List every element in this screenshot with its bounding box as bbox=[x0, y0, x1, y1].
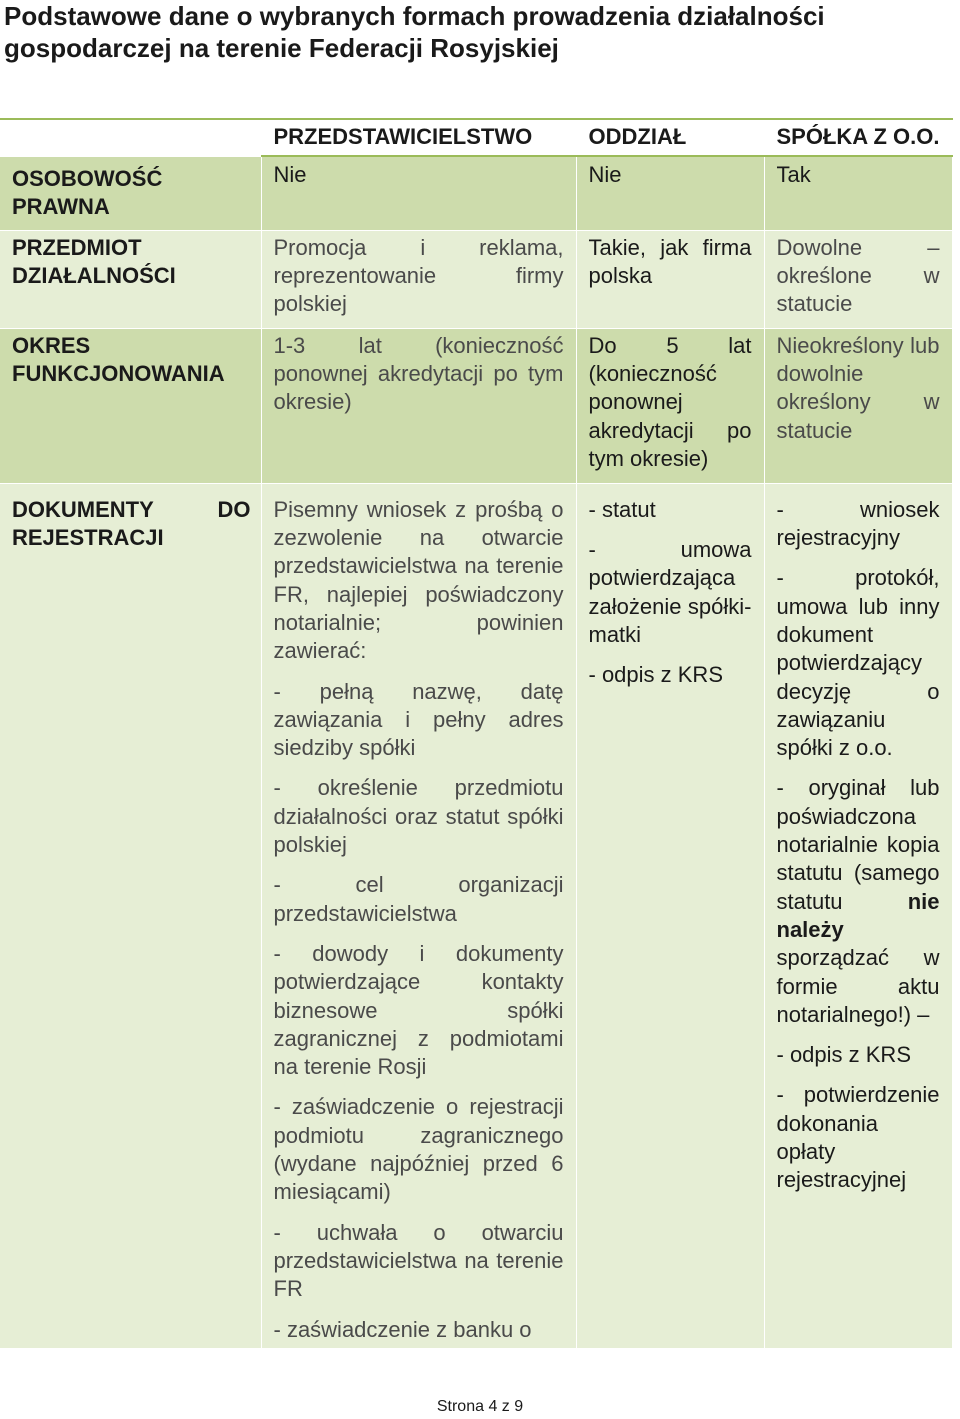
table-row bbox=[0, 156, 952, 230]
table-row bbox=[0, 328, 952, 483]
cell-spolka: Nieokreślony lub dowolnie określony w statucie bbox=[764, 328, 952, 483]
cell-spolka-docs bbox=[764, 483, 952, 1348]
cell-oddzial: Do 5 lat (konieczność ponownej akredytacji po tym okresie) bbox=[576, 328, 764, 483]
doc-paragraph: - protokół, umowa lub inny dokument potwierdzający decyzję o zawiązaniu spółki z o.o. bbox=[776, 565, 940, 761]
cell-oddzial: Nie bbox=[576, 156, 764, 230]
page-footer: Strona 4 z 9 bbox=[436, 1398, 524, 1415]
doc-paragraph: - zaświadczenie o rejestracji podmiotu zagranicznego (wydane najpóźniej przed 6 miesiącami) bbox=[273, 1094, 564, 1205]
row-label-dokumenty-part3: REJESTRACJI bbox=[12, 525, 164, 551]
doc-paragraph: - pełną nazwę, datę zawiązania i pełny adres siedziby spółki bbox=[273, 678, 564, 761]
column-header-spolka: SPÓŁKA Z O.O. bbox=[764, 119, 952, 156]
header-empty-cell bbox=[0, 119, 261, 156]
doc-paragraph bbox=[777, 774, 940, 1029]
cell-przedstawicielstwo: Nie bbox=[261, 156, 576, 230]
cell-spolka: Tak bbox=[764, 156, 952, 230]
row-label-osobowosc: OSOBOWOŚĆ PRAWNA bbox=[0, 156, 261, 230]
cell-przedstawicielstwo: Promocja i reklama, reprezentowanie firmy polskiej bbox=[261, 230, 576, 328]
row-label-dokumenty-part1: DOKUMENTY bbox=[12, 496, 154, 522]
cell-spolka: Dowolne – określone w statucie bbox=[764, 230, 952, 328]
doc-paragraph: - określenie przedmiotu działalności oraz statut spółki polskiej bbox=[273, 775, 564, 858]
table-row bbox=[0, 483, 952, 1348]
row-label-dokumenty-part2: DO bbox=[217, 496, 251, 522]
column-header-oddzial: ODDZIAŁ bbox=[576, 119, 764, 156]
table-header-row bbox=[0, 119, 952, 156]
doc-paragraph: - umowa potwierdzająca założenie spółki-matki bbox=[588, 537, 752, 647]
row-label-dokumenty bbox=[0, 483, 261, 1348]
doc-paragraph: - odpis z KRS bbox=[588, 662, 723, 688]
doc-emphasis: nie należy bbox=[776, 888, 940, 942]
cell-przedstawicielstwo: 1-3 lat (konieczność ponownej akredytacji po tym okresie) bbox=[261, 328, 576, 483]
doc-paragraph: Pisemny wniosek z prośbą o zezwolenie na otwarcie przedstawicielstwa na terenie FR, najlepiej poświadczony notarialnie; powinien zawierać: bbox=[273, 496, 564, 664]
cell-oddzial: Takie, jak firma polska bbox=[576, 230, 764, 328]
doc-paragraph: - zaświadczenie z banku o bbox=[273, 1316, 532, 1342]
doc-paragraph: - odpis z KRS bbox=[776, 1042, 911, 1068]
table-row bbox=[0, 230, 952, 328]
cell-przedstawicielstwo-docs bbox=[261, 483, 576, 1348]
row-label-okres: OKRES FUNKCJONOWANIA bbox=[0, 328, 261, 483]
doc-text: sporządzać w formie aktu notarialnego!) – bbox=[776, 945, 940, 1027]
page-title: Podstawowe dane o wybranych formach prowadzenia działalności gospodarczej na terenie Federacji Rosyjskiej bbox=[4, 1, 825, 63]
doc-paragraph: - statut bbox=[588, 496, 656, 522]
doc-paragraph: - wniosek rejestracyjny bbox=[776, 496, 940, 551]
doc-paragraph: - potwierdzenie dokonania opłaty rejestracyjnej bbox=[776, 1082, 940, 1193]
doc-text: - oryginał lub poświadczona notarialnie kopia statutu (samego statutu bbox=[776, 775, 940, 914]
cell-oddzial-docs bbox=[576, 483, 764, 1348]
row-label-przedmiot: PRZEDMIOT DZIAŁALNOŚCI bbox=[0, 230, 261, 328]
forms-table bbox=[0, 118, 953, 1349]
doc-paragraph: - uchwała o otwarciu przedstawicielstwa na terenie FR bbox=[273, 1219, 564, 1302]
doc-paragraph: - dowody i dokumenty potwierdzające kontakty biznesowe spółki zagranicznej z podmiotami na terenie Rosji bbox=[273, 940, 564, 1080]
column-header-przedstawicielstwo: PRZEDSTAWICIELSTWO bbox=[261, 119, 576, 156]
doc-paragraph: - cel organizacji przedstawicielstwa bbox=[273, 872, 564, 926]
